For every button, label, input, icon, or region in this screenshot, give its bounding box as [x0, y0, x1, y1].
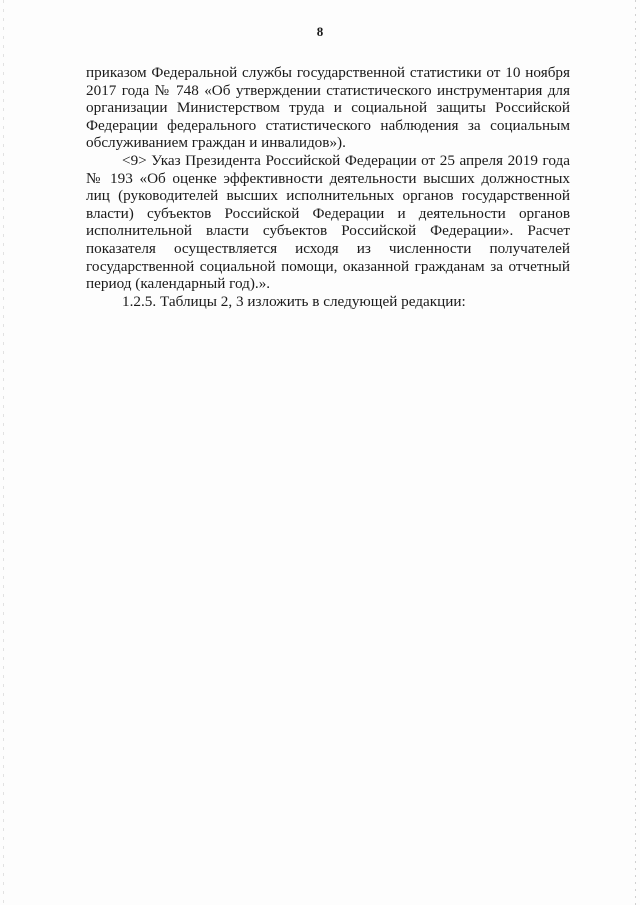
document-body [86, 64, 570, 310]
paragraph-continuation: приказом Федеральной службы государственной статистики от 10 ноября 2017 года № 748 «Об утверждении статистического инструментария для организации Министерством труда и социальной защиты Российской Федерации федерального статистического наблюдения за социальным обслуживанием граждан и инвалидов»). [86, 64, 570, 152]
paragraph-item-1-2-5: 1.2.5. Таблицы 2, 3 изложить в следующей редакции: [122, 292, 466, 310]
scan-edge-left [3, 0, 4, 905]
paragraph-footnote-9: <9> Указ Президента Российской Федерации от 25 апреля 2019 года № 193 «Об оценке эффективности деятельности высших должностных лиц (руководителей высших исполнительных органов государственной власти) субъектов Российской Федерации и деятельности органов исполнительной власти субъектов Российской Федерации». Расчет показателя осуществляется исходя из численности получателей государственной социальной помощи, оказанной гражданам за отчетный период (календарный год).». [86, 151, 570, 293]
scan-edge-right [635, 0, 636, 905]
page-number: 8 [316, 24, 324, 39]
